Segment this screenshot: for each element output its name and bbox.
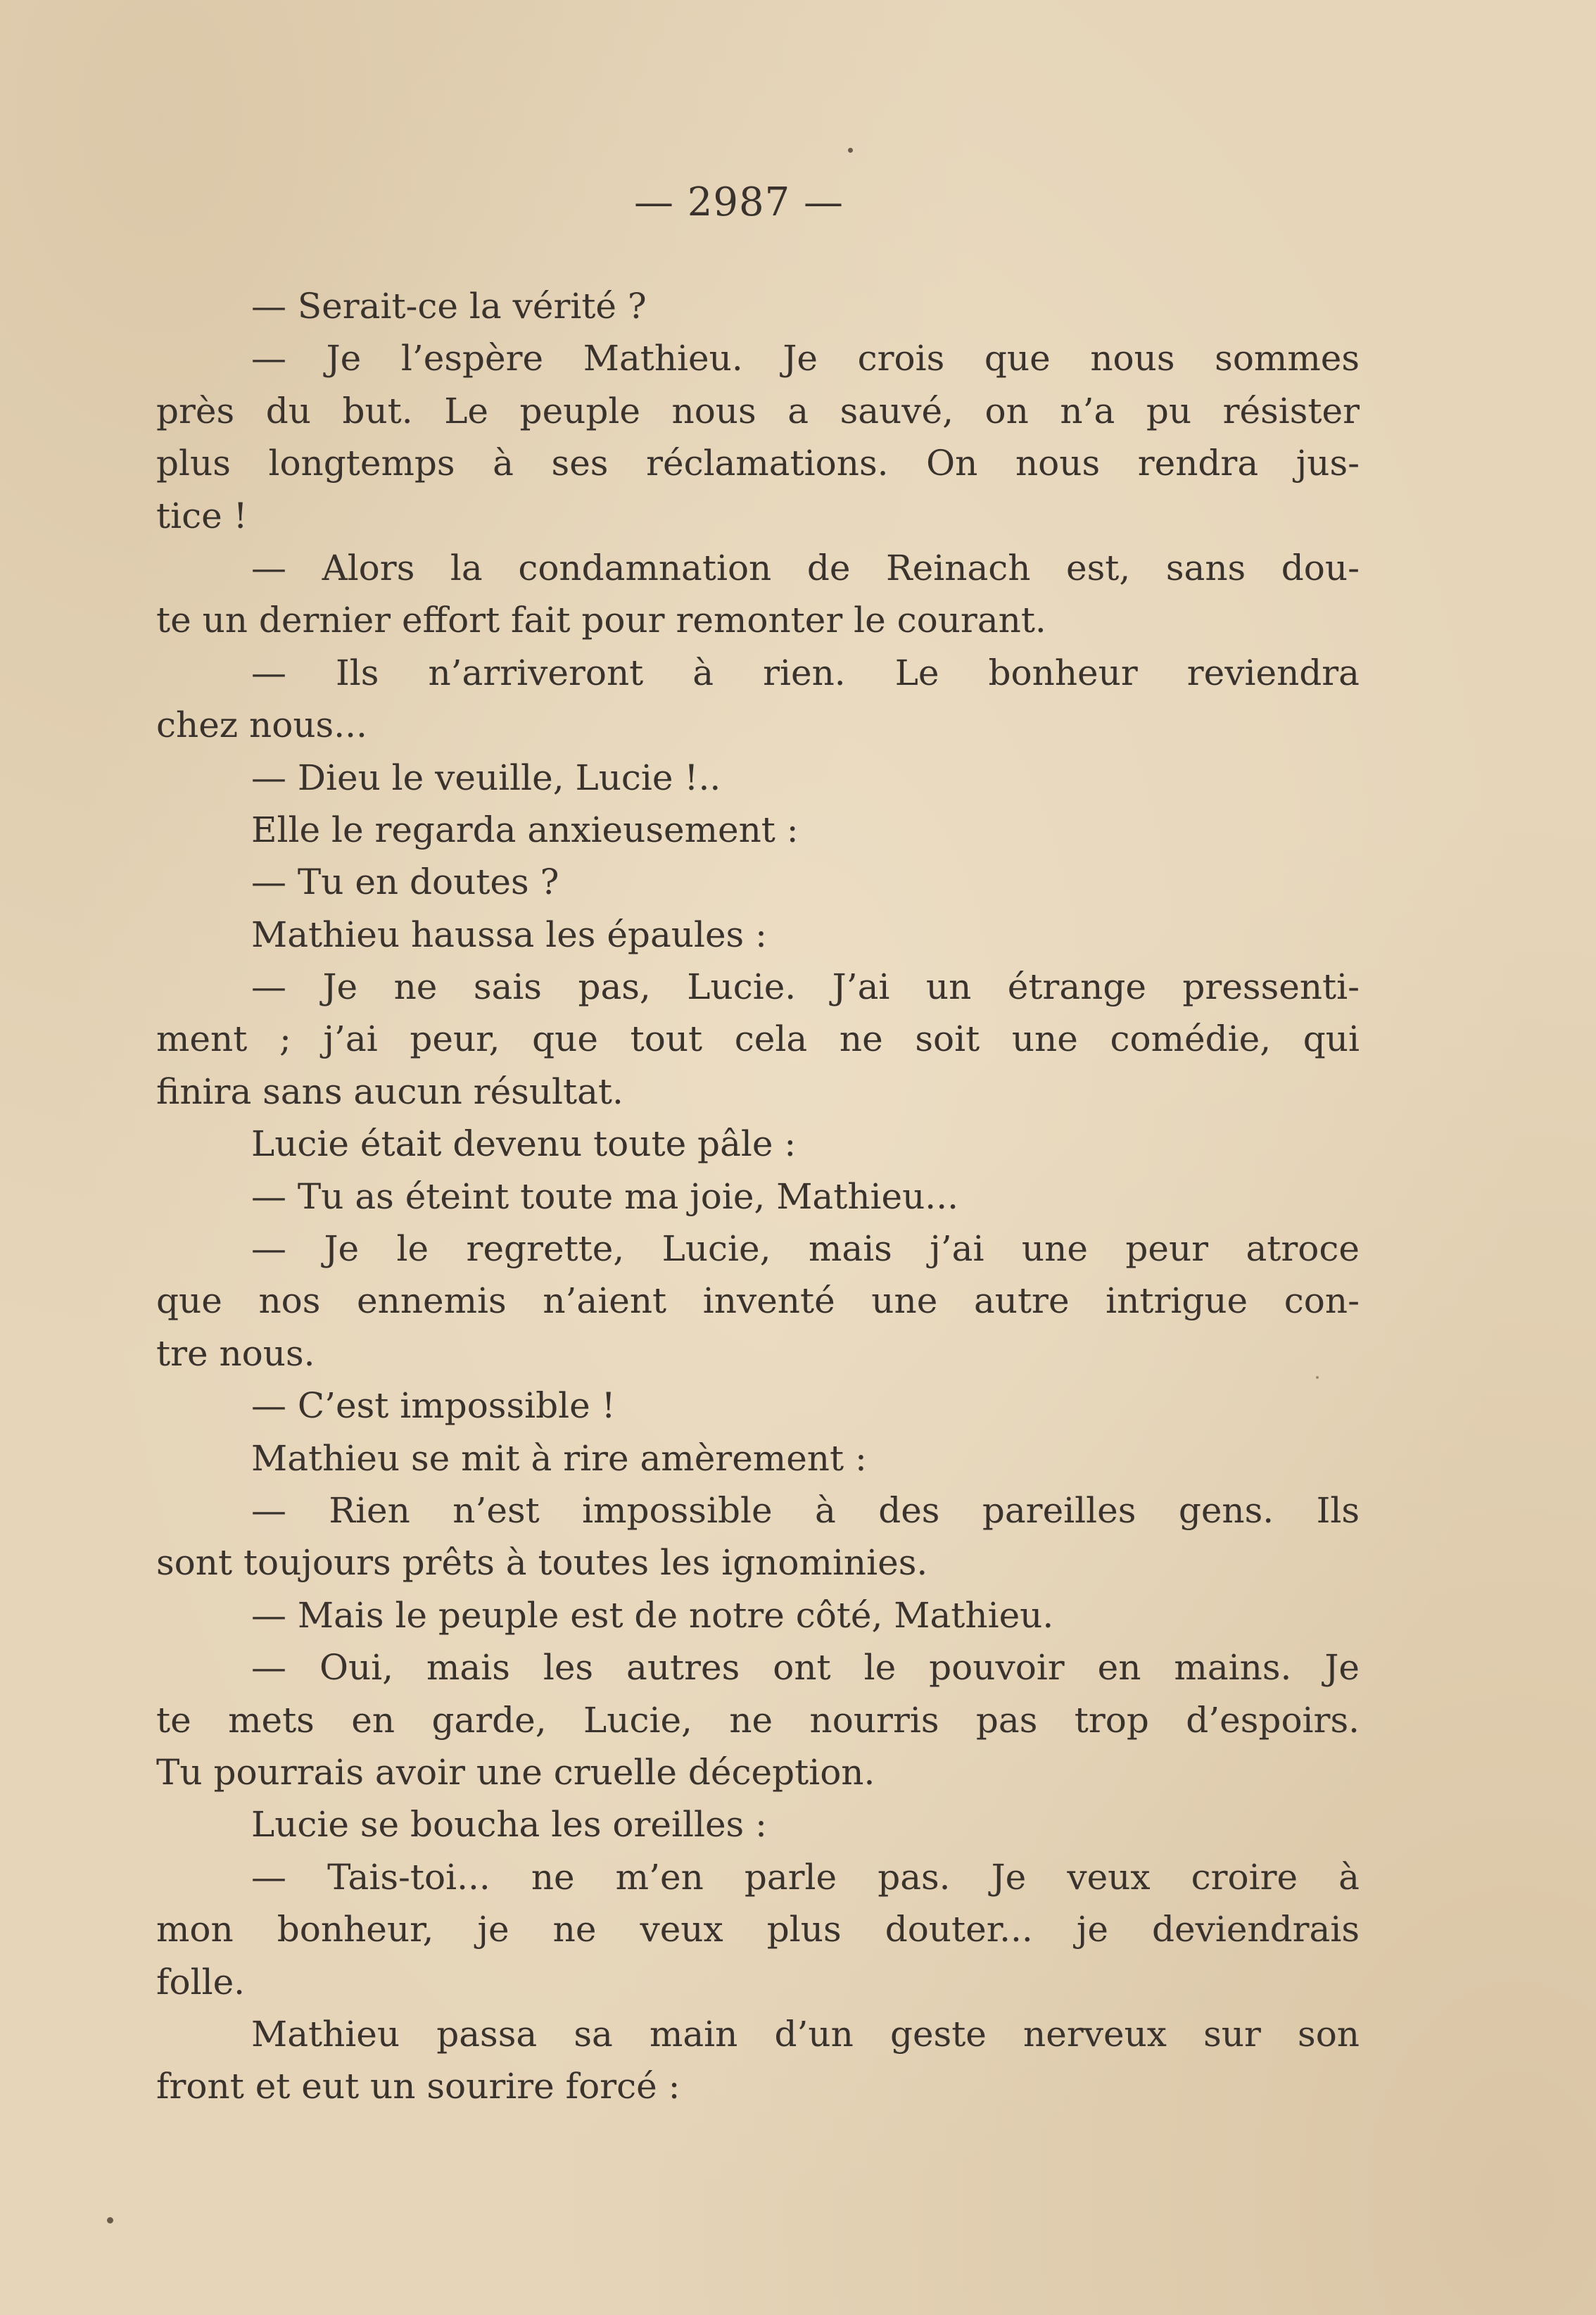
text-line: Elle le regarda anxieusement : [251, 809, 799, 850]
text-line: Mathieu passa sa main d’un geste nerveux sur son [251, 2013, 1360, 2055]
text-line: mon bonheur, je ne veux plus douter... je deviendrais [156, 1909, 1360, 1950]
text-line: Mathieu se mit à rire amèrement : [251, 1437, 867, 1479]
text-line: Lucie était devenu toute pâle : [251, 1123, 797, 1165]
text-line: Tu pourrais avoir une cruelle déception. [156, 1751, 875, 1793]
text-line: te mets en garde, Lucie, ne nourris pas trop d’espoirs. [156, 1699, 1360, 1741]
text-line: ment ; j’ai peur, que tout cela ne soit une comédie, qui [156, 1018, 1360, 1060]
text-line: près du but. Le peuple nous a sauvé, on n’a pu résister [156, 390, 1360, 431]
text-line: — Ils n’arriveront à rien. Le bonheur reviendra [251, 652, 1360, 693]
page-number: — 2987 — [633, 179, 844, 225]
text-line: plus longtemps à ses réclamations. On nous rendra jus- [156, 443, 1360, 484]
text-line: — C’est impossible ! [251, 1385, 616, 1427]
text-line: — Oui, mais les autres ont le pouvoir en mains. Je [251, 1647, 1360, 1689]
paper-speck [107, 2217, 113, 2223]
text-line: te un dernier effort fait pour remonter le courant. [156, 600, 1046, 641]
text-line: — Tais-toi... ne m’en parle pas. Je veux croire à [251, 1856, 1360, 1898]
text-line: chez nous... [156, 705, 367, 746]
text-line: front et eut un sourire forcé : [156, 2066, 680, 2107]
text-line: — Je l’espère Mathieu. Je crois que nous sommes [251, 338, 1360, 379]
text-body [156, 280, 1360, 2113]
text-line: sont toujours prêts à toutes les ignominies. [156, 1542, 928, 1584]
text-line: finira sans aucun résultat. [156, 1071, 623, 1112]
text-line: tre nous. [156, 1332, 315, 1374]
text-line: — Je ne sais pas, Lucie. J’ai un étrange pressenti- [251, 966, 1360, 1008]
text-line: — Serait-ce la vérité ? [251, 286, 647, 327]
text-line: tice ! [156, 495, 248, 536]
paper-speck [848, 148, 853, 153]
text-line: — Tu as éteint toute ma joie, Mathieu... [251, 1175, 958, 1217]
text-line: — Dieu le veuille, Lucie !.. [251, 757, 721, 798]
text-line: folle. [156, 1961, 246, 2002]
text-line: — Je le regrette, Lucie, mais j’ai une peur atroce [251, 1228, 1360, 1270]
text-line: Mathieu haussa les épaules : [251, 914, 767, 955]
text-line: Lucie se boucha les oreilles : [251, 1804, 767, 1846]
text-line: — Mais le peuple est de notre côté, Mathieu. [251, 1594, 1054, 1636]
text-line: — Tu en doutes ? [251, 862, 559, 903]
text-line: que nos ennemis n’aient inventé une autre intrigue con- [156, 1280, 1360, 1322]
text-line: — Alors la condamnation de Reinach est, sans dou- [251, 547, 1360, 588]
text-line: — Rien n’est impossible à des pareilles gens. Ils [251, 1489, 1360, 1531]
